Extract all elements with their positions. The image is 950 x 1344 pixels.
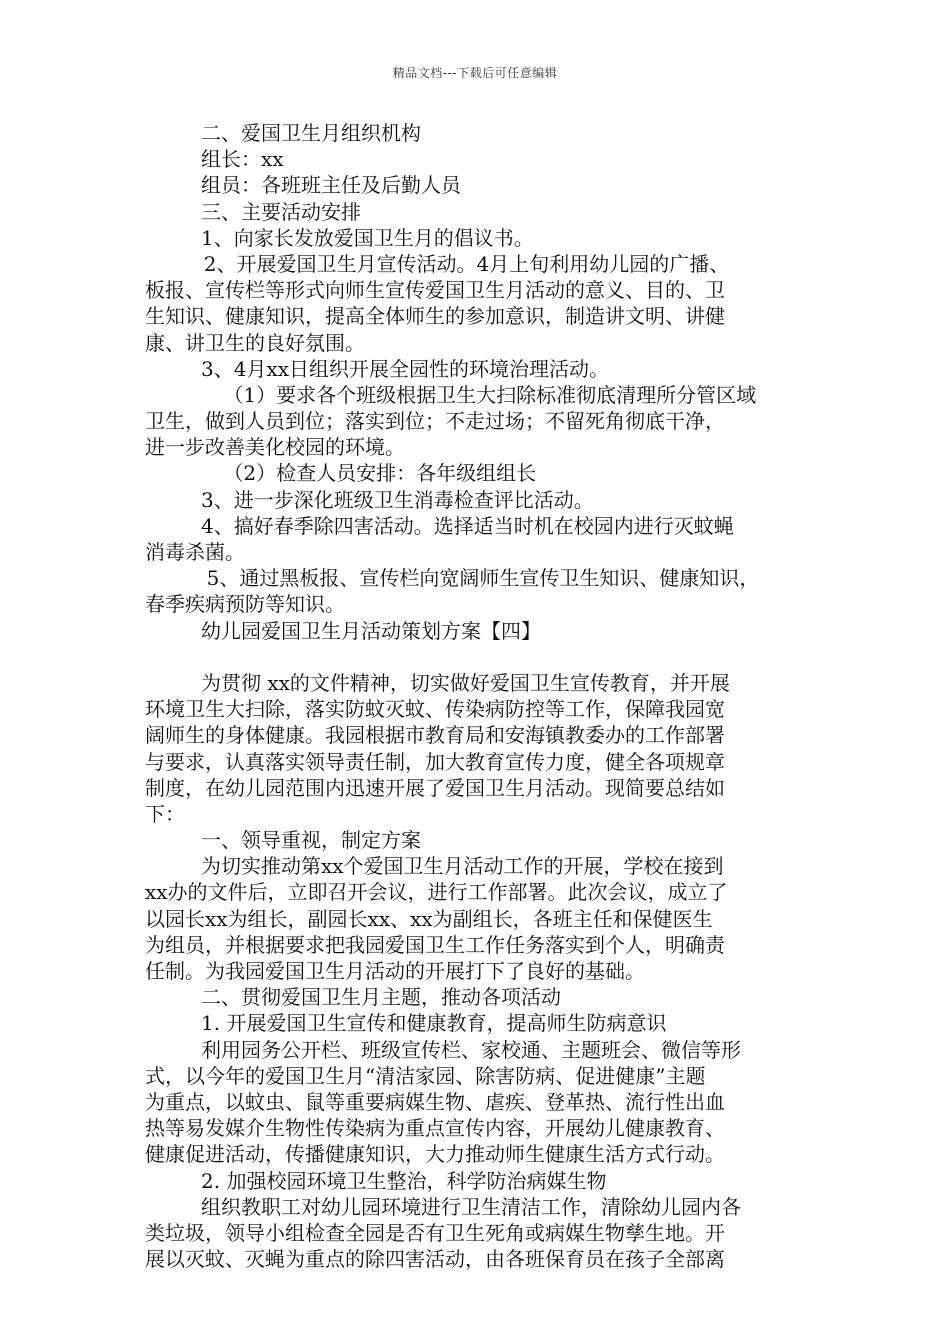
paragraph-line: 利用园务公开栏、班级宣传栏、家校通、主题班会、微信等形 bbox=[201, 1037, 741, 1062]
paragraph-line: （2）检查人员安排：各年级组组长 bbox=[223, 461, 537, 486]
paragraph-line: 类垃圾，领导小组检查全园是否有卫生死角或病媒生物孳生地。开 bbox=[145, 1220, 725, 1245]
paragraph-line: 组织教职工对幼儿园环境进行卫生清洁工作，清除幼儿园内各 bbox=[201, 1194, 741, 1219]
paragraph-line: 组员：各班班主任及后勤人员 bbox=[201, 173, 461, 198]
paragraph-line: 为组员，并根据要求把我园爱国卫生工作任务落实到个人，明确责 bbox=[145, 932, 725, 957]
paragraph-line: 为贯彻 xx的文件精神，切实做好爱国卫生宣传教育，并开展 bbox=[201, 670, 730, 695]
paragraph-line: 卫生，做到人员到位；落实到位；不走过场；不留死角彻底干净， bbox=[145, 409, 725, 434]
paragraph-line: 二、贯彻爱国卫生月主题，推动各项活动 bbox=[201, 985, 561, 1010]
paragraph-line: 幼儿园爱国卫生月活动策划方案【四】 bbox=[201, 618, 541, 643]
paragraph-line: 进一步改善美化校园的环境。 bbox=[145, 435, 405, 460]
paragraph-line: 展以灭蚊、灭蝇为重点的除四害活动，由各班保育员在孩子全部离 bbox=[145, 1247, 725, 1272]
paragraph-line: 板报、宣传栏等形式向师生宣传爱国卫生月活动的意义、目的、卫 bbox=[145, 278, 725, 303]
paragraph-line: 为重点，以蚊虫、鼠等重要病媒生物、虐疾、登革热、流行性出血 bbox=[145, 1089, 725, 1114]
paragraph-line: 消毒杀菌。 bbox=[145, 540, 245, 564]
paragraph-line: 5、通过黑板报、宣传栏向宽阔师生宣传卫生知识、健康知识， bbox=[206, 566, 760, 591]
paragraph-line: 为切实推动第xx个爱国卫生月活动工作的开展，学校在接到 bbox=[201, 854, 724, 879]
paragraph-line: 3、4月xx日组织开展全园性的环境治理活动。 bbox=[201, 356, 610, 381]
paragraph-line: 3、进一步深化班级卫生消毒检查评比活动。 bbox=[201, 487, 594, 512]
paragraph-line: 制度，在幼儿园范围内迅速开展了爱国卫生月活动。现简要总结如 bbox=[145, 775, 725, 800]
paragraph-line: 健康促进活动，传播健康知识，大力推动师生健康生活方式行动。 bbox=[145, 1142, 725, 1167]
paragraph-line: 以园长xx为组长，副园长xx、xx为副组长，各班主任和保健医生 bbox=[145, 906, 713, 931]
paragraph-line: 二、爱国卫生月组织机构 bbox=[201, 121, 421, 145]
paragraph-line: 三、主要活动安排 bbox=[201, 199, 361, 224]
paragraph-line: xx办的文件后，立即召开会议，进行工作部署。此次会议，成立了 bbox=[145, 880, 728, 905]
paragraph-line: 式，以今年的爱国卫生月“清洁家园、除害防病、促进健康”主题 bbox=[145, 1063, 706, 1088]
paragraph-line: 下： bbox=[145, 801, 185, 826]
paragraph-line: 热等易发媒介生物性传染病为重点宣传内容，开展幼儿健康教育、 bbox=[145, 1116, 725, 1141]
paragraph-line: 2. 加强校园环境卫生整治，科学防治病媒生物 bbox=[201, 1168, 607, 1193]
paragraph-line: 1、向家长发放爱国卫生月的倡议书。 bbox=[201, 225, 534, 250]
paragraph-line: 任制。为我园爱国卫生月活动的开展打下了良好的基础。 bbox=[145, 959, 645, 983]
paragraph-line: 与要求，认真落实领导责任制，加大教育宣传力度，健全各项规章 bbox=[145, 749, 725, 774]
paragraph-line: 环境卫生大扫除，落实防蚊灭蚊、传染病防控等工作，保障我园宽 bbox=[145, 697, 725, 722]
paragraph-line: 康、讲卫生的良好氛围。 bbox=[145, 330, 365, 355]
paragraph-line: 4、搞好春季除四害活动。选择适当时机在校园内进行灭蚊蝇 bbox=[201, 513, 734, 538]
paragraph-line: 2、开展爱国卫生月宣传活动。4月上旬利用幼儿园的广播、 bbox=[203, 251, 730, 276]
paragraph-line: 阔师生的身体健康。我园根据市教育局和安海镇教委办的工作部署 bbox=[145, 723, 725, 748]
paragraph-line: 生知识、健康知识，提高全体师生的参加意识，制造讲文明、讲健 bbox=[145, 304, 725, 329]
paragraph-line: 一、领导重视，制定方案 bbox=[201, 828, 421, 853]
paragraph-line: 春季疾病预防等知识。 bbox=[145, 592, 345, 617]
blank-line bbox=[145, 644, 817, 670]
paragraph-line: 组长：xx bbox=[201, 147, 284, 172]
paragraph-line: 1. 开展爱国卫生宣传和健康教育，提高师生防病意识 bbox=[201, 1011, 667, 1036]
document-body bbox=[145, 120, 817, 1272]
paragraph-line: （1）要求各个班级根据卫生大扫除标准彻底清理所分管区域 bbox=[223, 382, 757, 407]
page-header: 精品文档---下载后可任意编辑 bbox=[392, 66, 558, 80]
